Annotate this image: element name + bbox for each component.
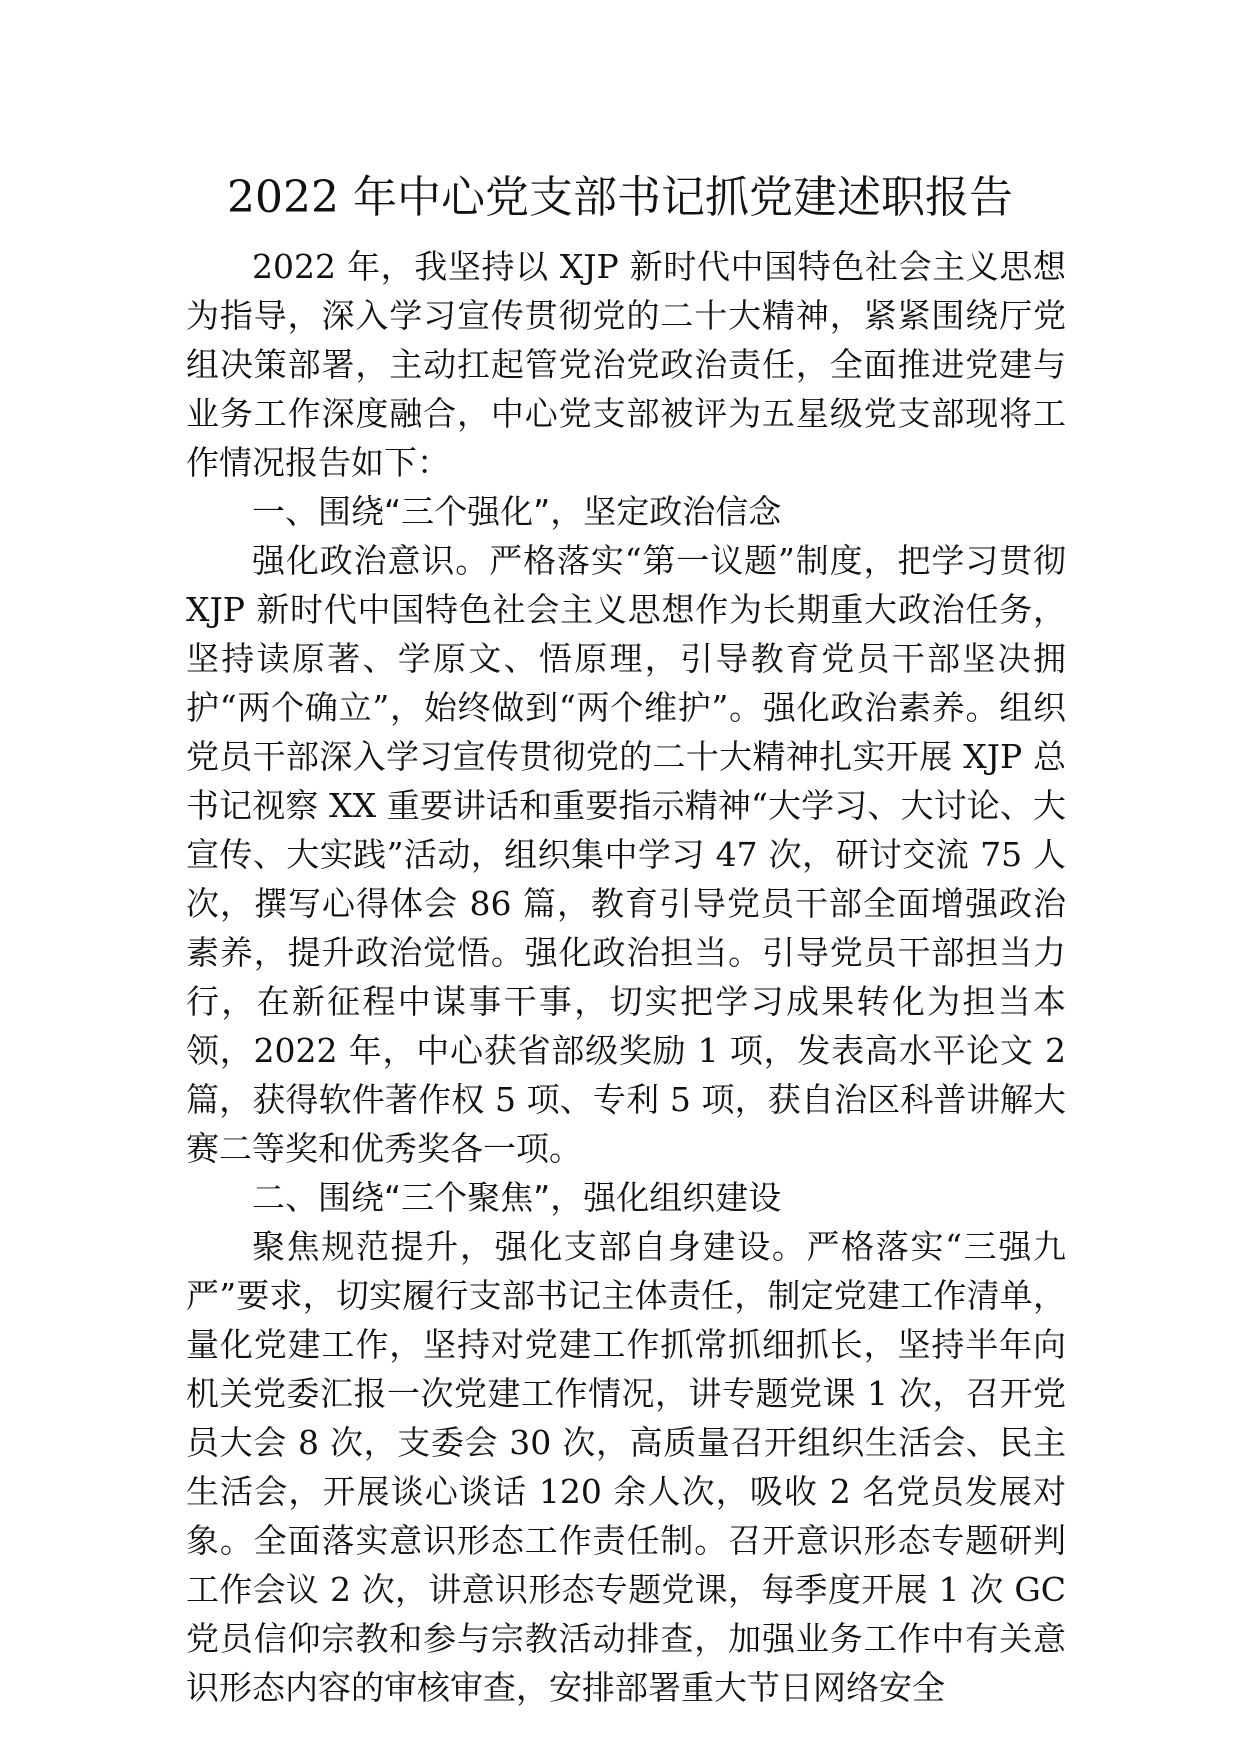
paragraph-section-1: 强化政治意识。严格落实“第一议题”制度，把学习贯彻 XJP 新时代中国特色社会主义思想作为长期重大政治任务，坚持读原著、学原文、悟原理，引导教育党员干部坚决拥护“两个确立”，始终做到“两个维护”。强化政治素养。组织党员干部深入学习宣传贯彻党的二十大精神扎实开展 XJP 总书记视察 XX 重要讲话和重要指示精神“大学习、大讨论、大宣传、大实践”活动，组织集中学习 47 次，研讨交流 75 人次，撰写心得体会 86 篇，教育引导党员干部全面增强政治素养，提升政治觉悟。强化政治担当。引导党员干部担当力行，在新征程中谋事干事，切实把学习成果转化为担当本领，2022 年，中心获省部级奖励 1 项，发表高水平论文 2 篇，获得软件著作权 5 项、专利 5 项，获自治区科普讲解大赛二等奖和优秀奖各一项。 <box>186 541 1066 1168</box>
paragraph-intro: 2022 年，我坚持以 XJP 新时代中国特色社会主义思想为指导，深入学习宣传贯彻党的二十大精神，紧紧围绕厅党组决策部署，主动扛起管党治党政治责任，全面推进党建与业务工作深度融合，中心党支部被评为五星级党支部现将工作情况报告如下： <box>186 247 1066 482</box>
section-heading-2: 二、围绕“三个聚焦”，强化组织建设 <box>252 1178 782 1217</box>
document-title: 2022 年中心党支部书记抓党建述职报告 <box>227 172 1013 223</box>
section-heading-1: 一、围绕“三个强化”，坚定政治信念 <box>252 492 782 531</box>
paragraph-section-2: 聚焦规范提升，强化支部自身建设。严格落实“三强九严”要求，切实履行支部书记主体责任，制定党建工作清单，量化党建工作，坚持对党建工作抓常抓细抓长，坚持半年向机关党委汇报一次党建工作情况，讲专题党课 1 次，召开党员大会 8 次，支委会 30 次，高质量召开组织生活会、民主生活会，开展谈心谈话 120 余人次，吸收 2 名党员发展对象。全面落实意识形态工作责任制。召开意识形态专题研判工作会议 2 次，讲意识形态专题党课，每季度开展 1 次 GC 党员信仰宗教和参与宗教活动排查，加强业务工作中有关意识形态内容的审核审查，安排部署重大节日网络安全 <box>186 1227 1066 1707</box>
document-body <box>186 242 1066 1712</box>
